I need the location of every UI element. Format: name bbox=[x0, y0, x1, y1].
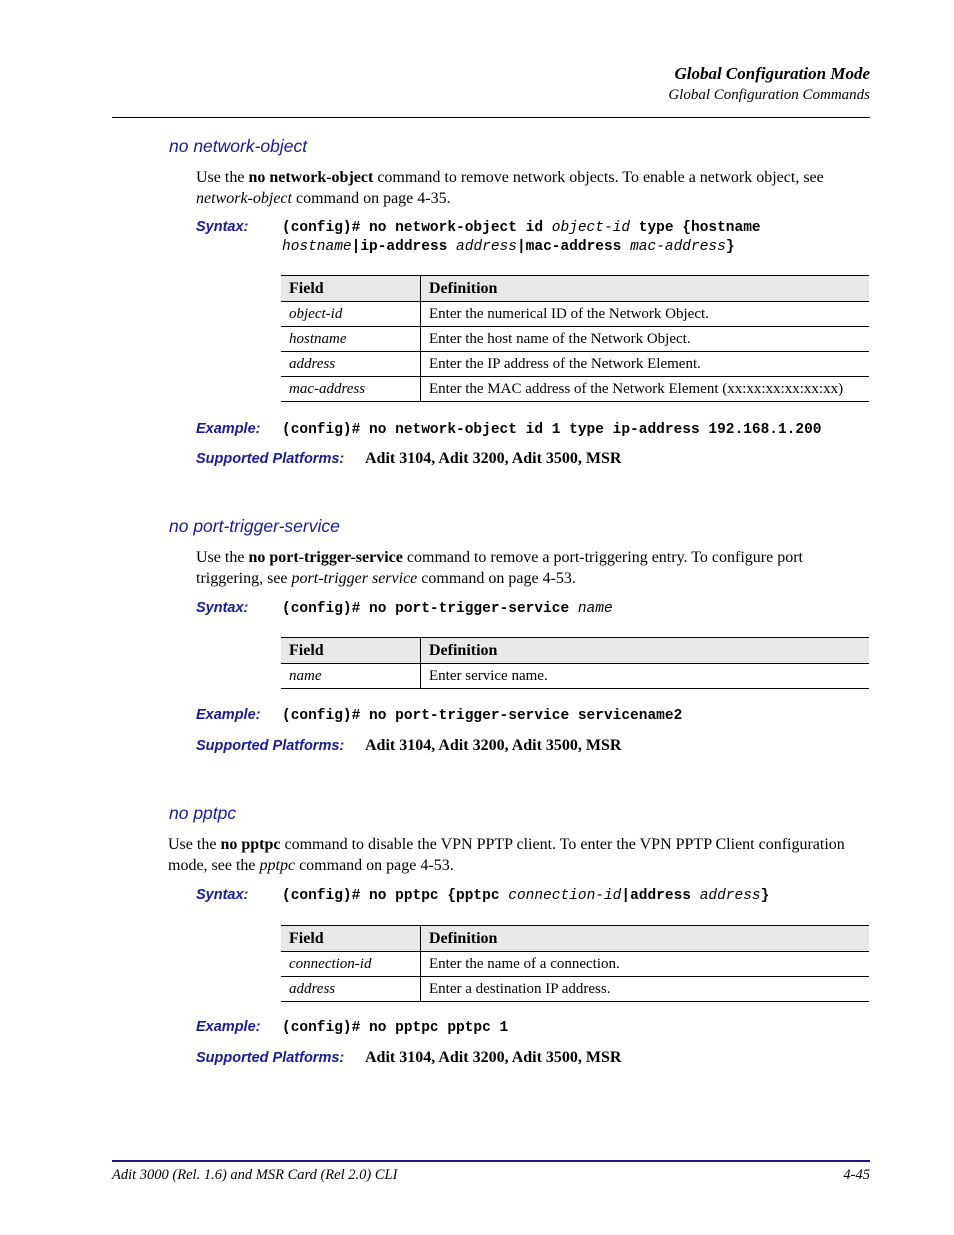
definition-cell: Enter the numerical ID of the Network Object. bbox=[421, 302, 870, 327]
definition-cell: Enter a destination IP address. bbox=[421, 977, 870, 1002]
definition-cell: Enter the name of a connection. bbox=[421, 952, 870, 977]
field-cell: address bbox=[281, 352, 421, 377]
table-row bbox=[281, 977, 869, 1002]
footer-document-title: Adit 3000 (Rel. 1.6) and MSR Card (Rel 2.0) CLI bbox=[112, 1167, 398, 1183]
definition-column-header: Definition bbox=[421, 638, 870, 664]
field-cell: connection-id bbox=[281, 952, 421, 977]
definition-cell: Enter the host name of the Network Object. bbox=[421, 327, 870, 352]
footer-rule bbox=[112, 1160, 870, 1162]
table-row bbox=[281, 302, 869, 327]
syntax-code: (config)# no port-trigger-service name bbox=[282, 601, 613, 617]
section-description: Use the no pptpc command to disable the VPN PPTP client. To enter the VPN PPTP Client configuration mode, see the pptpc command on page 4-53. bbox=[168, 836, 845, 874]
table-row bbox=[281, 952, 869, 977]
example-label: Example: bbox=[196, 421, 261, 437]
definition-column-header: Definition bbox=[421, 276, 870, 302]
field-column-header: Field bbox=[281, 926, 421, 952]
platforms-label: Supported Platforms: bbox=[196, 451, 345, 467]
running-header-title: Global Configuration Mode bbox=[674, 64, 870, 83]
syntax-code: (config)# no pptpc {pptpc connection-id|address address} bbox=[282, 888, 770, 904]
example-code: (config)# no network-object id 1 type ip-address 192.168.1.200 bbox=[282, 422, 822, 438]
syntax-label: Syntax: bbox=[196, 600, 249, 616]
section-description: Use the no port-trigger-service command to remove a port-triggering entry. To configure port triggering, see port-trigger service command on page 4-53. bbox=[196, 549, 803, 587]
table-header-row bbox=[281, 276, 869, 302]
platforms-label: Supported Platforms: bbox=[196, 1050, 345, 1066]
field-definition-table bbox=[281, 925, 869, 1002]
field-definition-table bbox=[281, 275, 869, 402]
syntax-code: (config)# no network-object id object-id type {hostname hostname|ip-address address|mac-address mac-address} bbox=[282, 220, 761, 255]
section-title-no-pptpc: no pptpc bbox=[169, 803, 237, 823]
table-header-row bbox=[281, 926, 869, 952]
example-code: (config)# no pptpc pptpc 1 bbox=[282, 1020, 509, 1036]
platforms-value: Adit 3104, Adit 3200, Adit 3500, MSR bbox=[365, 450, 622, 467]
running-header-subtitle: Global Configuration Commands bbox=[668, 87, 870, 103]
platforms-value: Adit 3104, Adit 3200, Adit 3500, MSR bbox=[365, 737, 622, 754]
field-definition-table bbox=[281, 637, 869, 689]
platforms-value: Adit 3104, Adit 3200, Adit 3500, MSR bbox=[365, 1049, 622, 1066]
header-rule bbox=[112, 117, 870, 118]
field-column-header: Field bbox=[281, 638, 421, 664]
table-header-row bbox=[281, 638, 869, 664]
example-label: Example: bbox=[196, 707, 261, 723]
definition-cell: Enter the MAC address of the Network Element (xx:xx:xx:xx:xx:xx) bbox=[421, 377, 870, 402]
page-number: 4-45 bbox=[843, 1167, 870, 1183]
definition-cell: Enter service name. bbox=[421, 664, 870, 689]
field-cell: hostname bbox=[281, 327, 421, 352]
table-row bbox=[281, 377, 869, 402]
field-cell: object-id bbox=[281, 302, 421, 327]
definition-column-header: Definition bbox=[421, 926, 870, 952]
field-column-header: Field bbox=[281, 276, 421, 302]
example-label: Example: bbox=[196, 1019, 261, 1035]
field-cell: name bbox=[281, 664, 421, 689]
field-cell: address bbox=[281, 977, 421, 1002]
table-row bbox=[281, 664, 869, 689]
section-description: Use the no network-object command to remove network objects. To enable a network object, see network-object command on page 4-35. bbox=[196, 169, 824, 207]
section-title-no-network-object: no network-object bbox=[169, 136, 308, 156]
field-cell: mac-address bbox=[281, 377, 421, 402]
definition-cell: Enter the IP address of the Network Element. bbox=[421, 352, 870, 377]
example-code: (config)# no port-trigger-service servicename2 bbox=[282, 708, 683, 724]
syntax-label: Syntax: bbox=[196, 887, 249, 903]
syntax-label: Syntax: bbox=[196, 219, 249, 235]
table-row bbox=[281, 352, 869, 377]
section-title-no-port-trigger-service: no port-trigger-service bbox=[169, 516, 340, 536]
platforms-label: Supported Platforms: bbox=[196, 738, 345, 754]
table-row bbox=[281, 327, 869, 352]
